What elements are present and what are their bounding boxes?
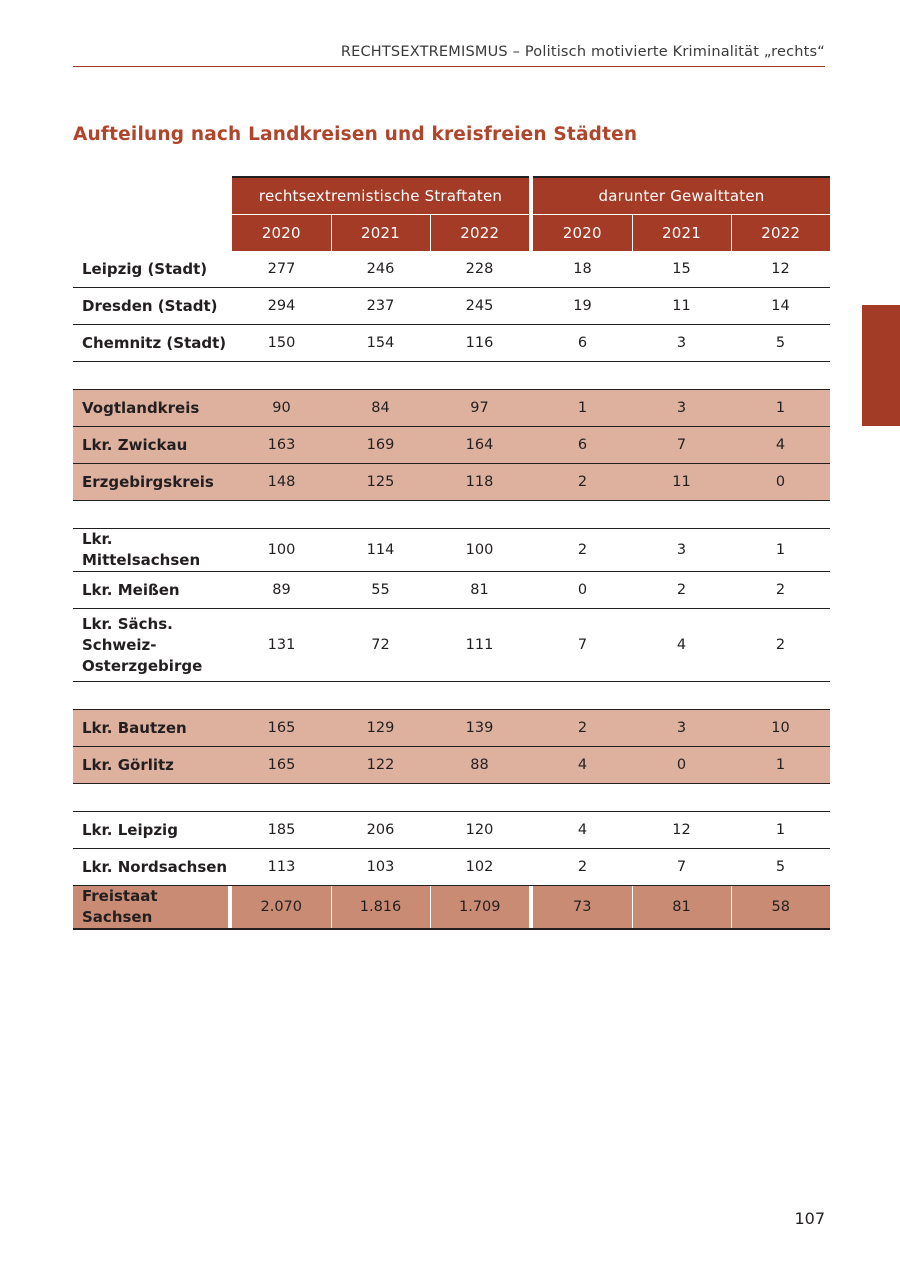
spacer-cell (73, 362, 830, 390)
violent-count-cell: 0 (533, 572, 632, 609)
offense-count-cell: 277 (232, 251, 331, 288)
violent-count-cell: 2 (731, 572, 830, 609)
violent-count-cell: 4 (533, 747, 632, 784)
offense-count-cell: 1.816 (331, 886, 430, 930)
offense-count-cell: 102 (430, 849, 529, 886)
violent-count-cell: 3 (632, 529, 731, 572)
offense-count-cell: 165 (232, 710, 331, 747)
year-header: 2021 (331, 215, 430, 252)
violent-count-cell: 1 (731, 812, 830, 849)
region-name: Lkr. Görlitz (73, 747, 228, 784)
table-row (73, 464, 830, 501)
offense-count-cell: 237 (331, 288, 430, 325)
violent-count-cell: 18 (533, 251, 632, 288)
region-name: Lkr. Sächs. Schweiz- Osterzgebirge (73, 609, 228, 682)
violent-count-cell: 7 (632, 427, 731, 464)
offense-count-cell: 120 (430, 812, 529, 849)
offense-count-cell: 169 (331, 427, 430, 464)
violent-count-cell: 5 (731, 325, 830, 362)
offense-count-cell: 114 (331, 529, 430, 572)
table-row (73, 325, 830, 362)
offense-count-cell: 164 (430, 427, 529, 464)
table-row (73, 849, 830, 886)
offense-count-cell: 125 (331, 464, 430, 501)
violent-count-cell: 58 (731, 886, 830, 930)
header-rule (73, 66, 825, 67)
region-name: Dresden (Stadt) (73, 288, 228, 325)
region-name: Lkr. Bautzen (73, 710, 228, 747)
table-row (73, 390, 830, 427)
region-name: Chemnitz (Stadt) (73, 325, 228, 362)
offense-count-cell: 88 (430, 747, 529, 784)
offense-count-cell: 1.709 (430, 886, 529, 930)
region-name: Lkr. Zwickau (73, 427, 228, 464)
violent-count-cell: 5 (731, 849, 830, 886)
spacer-row (73, 362, 830, 390)
offense-count-cell: 2.070 (232, 886, 331, 930)
total-row (73, 886, 830, 930)
year-header: 2022 (731, 215, 830, 252)
violent-count-cell: 1 (731, 529, 830, 572)
offense-count-cell: 294 (232, 288, 331, 325)
violent-count-cell: 2 (533, 529, 632, 572)
offense-count-cell: 81 (430, 572, 529, 609)
offense-count-cell: 206 (331, 812, 430, 849)
violent-count-cell: 2 (632, 572, 731, 609)
spacer-row (73, 682, 830, 710)
offense-count-cell: 163 (232, 427, 331, 464)
spacer-row (73, 501, 830, 529)
offense-count-cell: 84 (331, 390, 430, 427)
violent-count-cell: 81 (632, 886, 731, 930)
table-row (73, 609, 830, 682)
region-name: Lkr. Leipzig (73, 812, 228, 849)
offense-count-cell: 228 (430, 251, 529, 288)
offense-count-cell: 148 (232, 464, 331, 501)
region-name: Lkr. Mittelsachsen (73, 529, 228, 572)
offense-count-cell: 118 (430, 464, 529, 501)
violent-count-cell: 2 (731, 609, 830, 682)
offense-count-cell: 100 (232, 529, 331, 572)
spacer-row (73, 784, 830, 812)
region-name: Lkr. Meißen (73, 572, 228, 609)
section-title: Aufteilung nach Landkreisen und kreisfreien Städten (73, 124, 638, 145)
year-header: 2020 (232, 215, 331, 252)
group-header-offenses: rechtsextremistische Straftaten (232, 177, 529, 215)
region-name: Leipzig (Stadt) (73, 251, 228, 288)
offense-count-cell: 97 (430, 390, 529, 427)
offense-count-cell: 139 (430, 710, 529, 747)
region-name: Erzgebirgskreis (73, 464, 228, 501)
violent-count-cell: 1 (731, 747, 830, 784)
violent-count-cell: 6 (533, 325, 632, 362)
header-blank (73, 177, 228, 215)
table-row (73, 427, 830, 464)
violent-count-cell: 19 (533, 288, 632, 325)
violent-count-cell: 12 (632, 812, 731, 849)
offense-count-cell: 55 (331, 572, 430, 609)
offense-count-cell: 111 (430, 609, 529, 682)
page-number: 107 (794, 1209, 825, 1228)
violent-count-cell: 4 (533, 812, 632, 849)
offense-count-cell: 72 (331, 609, 430, 682)
year-header: 2022 (430, 215, 529, 252)
table-row (73, 812, 830, 849)
violent-count-cell: 1 (731, 390, 830, 427)
violent-count-cell: 10 (731, 710, 830, 747)
region-name: Freistaat Sachsen (73, 886, 228, 930)
chapter-tab (862, 305, 900, 426)
violent-count-cell: 7 (533, 609, 632, 682)
running-header: RECHTSEXTREMISMUS – Politisch motivierte Kriminalität „rechts“ (340, 44, 825, 60)
spacer-cell (73, 784, 830, 812)
violent-count-cell: 3 (632, 710, 731, 747)
violent-count-cell: 12 (731, 251, 830, 288)
violent-count-cell: 3 (632, 390, 731, 427)
offense-count-cell: 90 (232, 390, 331, 427)
header-blank (73, 215, 228, 252)
offense-count-cell: 100 (430, 529, 529, 572)
table-row (73, 572, 830, 609)
violent-count-cell: 2 (533, 710, 632, 747)
region-name: Lkr. Nordsachsen (73, 849, 228, 886)
violent-count-cell: 0 (632, 747, 731, 784)
statistics-table (73, 176, 830, 930)
region-name: Vogtlandkreis (73, 390, 228, 427)
table-row (73, 529, 830, 572)
violent-count-cell: 14 (731, 288, 830, 325)
violent-count-cell: 6 (533, 427, 632, 464)
year-header: 2020 (533, 215, 632, 252)
violent-count-cell: 2 (533, 849, 632, 886)
violent-count-cell: 15 (632, 251, 731, 288)
spacer-cell (73, 682, 830, 710)
offense-count-cell: 165 (232, 747, 331, 784)
table-row (73, 710, 830, 747)
violent-count-cell: 11 (632, 464, 731, 501)
offense-count-cell: 89 (232, 572, 331, 609)
table-row (73, 251, 830, 288)
violent-count-cell: 1 (533, 390, 632, 427)
offense-count-cell: 122 (331, 747, 430, 784)
violent-count-cell: 73 (533, 886, 632, 930)
violent-count-cell: 7 (632, 849, 731, 886)
offense-count-cell: 246 (331, 251, 430, 288)
violent-count-cell: 2 (533, 464, 632, 501)
offense-count-cell: 185 (232, 812, 331, 849)
table-body (73, 251, 830, 929)
violent-count-cell: 4 (731, 427, 830, 464)
violent-count-cell: 11 (632, 288, 731, 325)
offense-count-cell: 129 (331, 710, 430, 747)
violent-count-cell: 4 (632, 609, 731, 682)
offense-count-cell: 154 (331, 325, 430, 362)
spacer-cell (73, 501, 830, 529)
year-header: 2021 (632, 215, 731, 252)
table-row (73, 288, 830, 325)
table-row (73, 747, 830, 784)
offense-count-cell: 131 (232, 609, 331, 682)
group-header-violent: darunter Gewalttaten (533, 177, 830, 215)
violent-count-cell: 3 (632, 325, 731, 362)
violent-count-cell: 0 (731, 464, 830, 501)
offense-count-cell: 103 (331, 849, 430, 886)
offense-count-cell: 113 (232, 849, 331, 886)
offense-count-cell: 245 (430, 288, 529, 325)
offense-count-cell: 150 (232, 325, 331, 362)
offense-count-cell: 116 (430, 325, 529, 362)
